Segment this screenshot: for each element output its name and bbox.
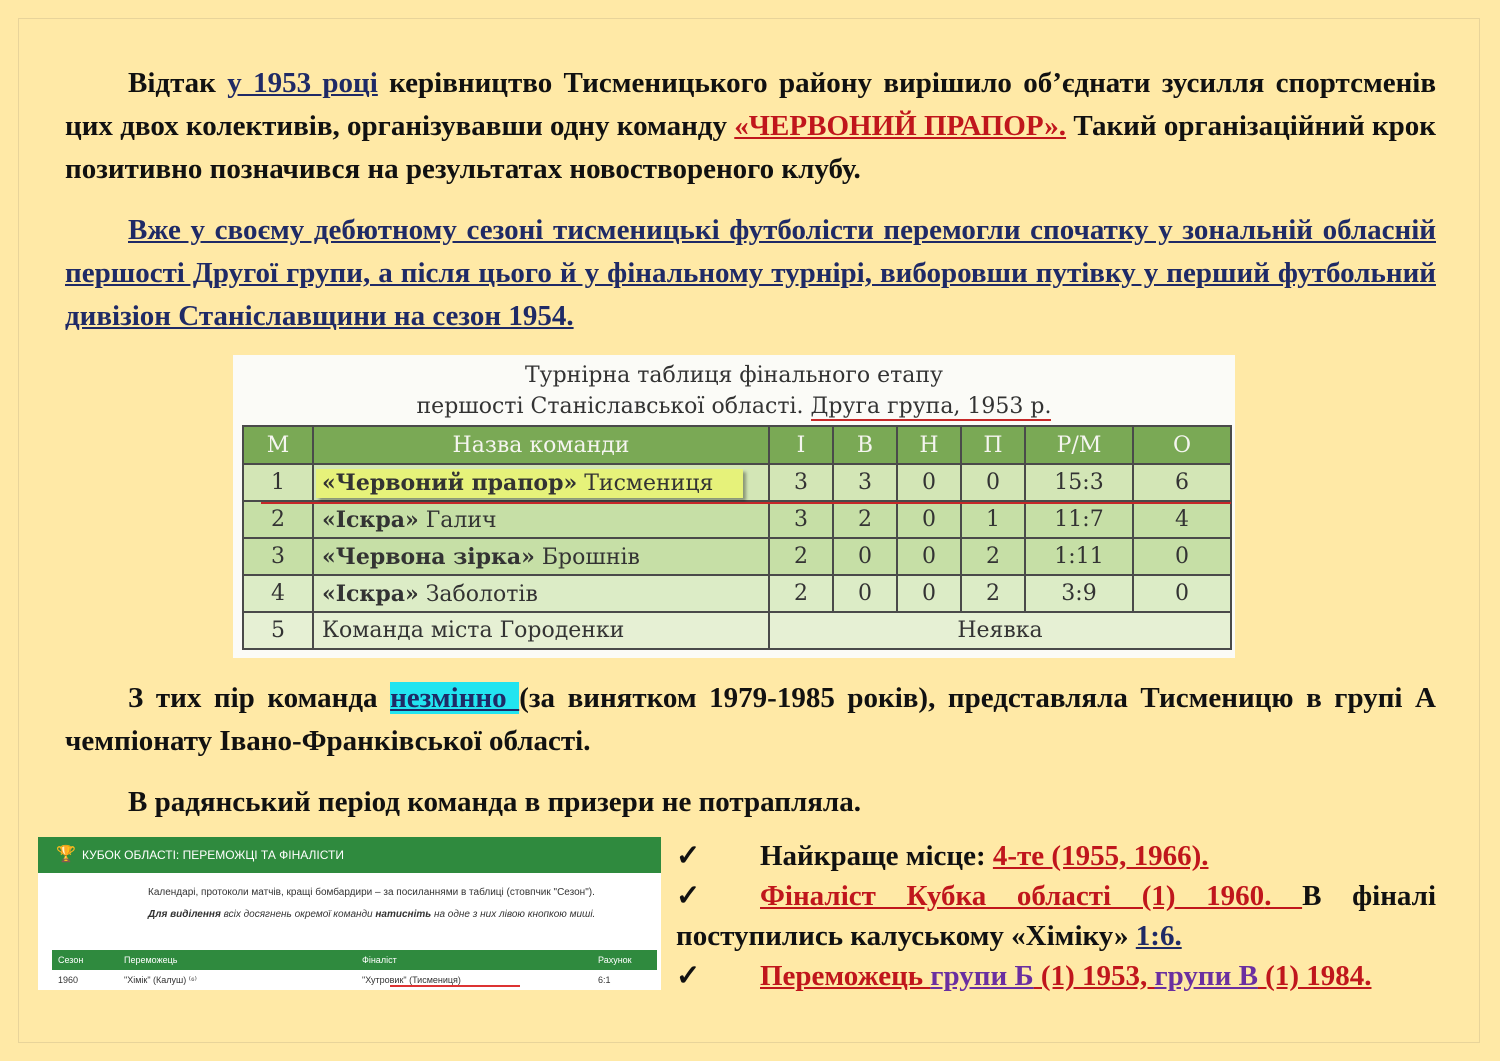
text: З тих пір команда [128, 682, 391, 714]
cell-points: 0 [1133, 538, 1231, 575]
table-row [243, 501, 1231, 538]
paragraph-merger [65, 62, 1436, 191]
cell-score: 6:1 [598, 975, 611, 985]
text: (1) 1984. [1257, 960, 1372, 992]
cell-goals: 15:3 [1025, 464, 1133, 501]
check-icon: ✓ [676, 960, 701, 992]
standings-table [242, 425, 1232, 650]
cell-goals: 1:11 [1025, 538, 1133, 575]
cup-finalist-link[interactable]: Фіналіст Кубка області (1) 1960 [760, 880, 1265, 912]
winner-link[interactable]: Переможець [760, 960, 931, 992]
highlighted-team [316, 469, 743, 498]
year-link[interactable]: у 1953 році [227, 67, 378, 99]
text: Найкраще місце: [760, 840, 993, 872]
list-item [676, 876, 1436, 956]
col-finalist: Фіналіст [362, 955, 397, 965]
cell-winner: "Хімік" (Калуш) ⁽⁶⁾ [124, 975, 197, 985]
text: (за винятком 1979-1985 років), представляла Тисменицю в групі А чемпіонату Івано-Франківської області. [65, 682, 1436, 757]
team-bold: «Червоний прапор» [322, 469, 578, 496]
cell-team [313, 501, 769, 538]
cell-pos: 3 [243, 538, 313, 575]
team-city: Галич [418, 507, 497, 533]
text: В фіналі поступились калуському «Хіміку» [676, 880, 1436, 952]
team-bold: «Іскра» [322, 580, 419, 607]
cell-points: 6 [1133, 464, 1231, 501]
cell-team [313, 538, 769, 575]
cell-points: 4 [1133, 501, 1231, 538]
cup-table-row[interactable] [52, 971, 657, 989]
text: керівництво Тисменицького району вирішило об’єднати зусилля спортсменів цих двох колективів, організувавши одну команду [65, 67, 1436, 142]
group-v-link[interactable]: групи В [1154, 960, 1258, 992]
highlighted-word[interactable]: незмінно [390, 682, 520, 714]
table-row [243, 575, 1231, 612]
cell-points: 0 [1133, 575, 1231, 612]
standings-subtitle [233, 392, 1235, 422]
achievements-list [676, 836, 1436, 996]
team-bold: «Іскра» [322, 506, 419, 533]
cell-drawn: 0 [897, 464, 961, 501]
team-city: Заболотів [418, 581, 538, 607]
team-city: Брошнів [534, 544, 640, 570]
standings-header-row [243, 426, 1231, 464]
list-item [676, 956, 1436, 996]
subtitle-part: першості Станіславської області. [416, 394, 811, 419]
cell-played: 2 [769, 538, 833, 575]
cell-played: 3 [769, 501, 833, 538]
score-link[interactable]: 1:6. [1135, 920, 1182, 952]
cell-played: 2 [769, 575, 833, 612]
cup-table-header [52, 950, 657, 970]
red-underline [261, 502, 1231, 504]
cell-pos: 1 [243, 464, 313, 501]
paragraph-debut-season[interactable]: Вже у своєму дебютному сезоні тисменицькі футболісти перемогли спочатку у зональній обласній першості Другої групи, а після цього й у фінальному турнірі, виборовши путівку у перший футбольний дивізіон Станіславщини на сезон 1954. [65, 214, 1436, 332]
cup-info-line: Календарі, протоколи матчів, кращі бомбардири – за посиланнями в таблиці (стовпчик "Сезон"). [148, 887, 595, 898]
text: . [1264, 880, 1303, 912]
cell-goals: 3:9 [1025, 575, 1133, 612]
cell-drawn: 0 [897, 501, 961, 538]
list-item [676, 836, 1436, 876]
cell-won: 0 [833, 575, 897, 612]
cell-goals: 11:7 [1025, 501, 1133, 538]
text: на одне з них лівою кнопкою миші. [431, 909, 596, 920]
col-won: В [833, 426, 897, 464]
cell-season: 1960 [58, 975, 79, 985]
cell-drawn: 0 [897, 575, 961, 612]
trophy-icon: 🏆 [56, 846, 76, 863]
col-team: Назва команди [313, 426, 769, 464]
col-drawn: Н [897, 426, 961, 464]
cell-drawn: 0 [897, 538, 961, 575]
red-underline [390, 985, 520, 987]
text: всіх досягнень окремої команди [220, 909, 376, 920]
cell-lost: 1 [961, 501, 1025, 538]
cell-pos: 4 [243, 575, 313, 612]
group-b-link[interactable]: групи Б [930, 960, 1034, 992]
cell-no-show: Неявка [769, 612, 1231, 649]
cell-pos: 2 [243, 501, 313, 538]
text: Відтак [128, 67, 228, 99]
cup-image [38, 837, 661, 990]
cup-header-text: КУБОК ОБЛАСТІ: ПЕРЕМОЖЦІ ТА ФІНАЛІСТИ [82, 848, 344, 862]
col-lost: П [961, 426, 1025, 464]
table-row [243, 464, 1231, 501]
cell-lost: 2 [961, 575, 1025, 612]
cell-team [313, 464, 769, 501]
text: натисніть [375, 909, 432, 920]
table-row [243, 538, 1231, 575]
cell-lost: 2 [961, 538, 1025, 575]
team-bold: «Червона зірка» [322, 543, 535, 570]
col-pos: М [243, 426, 313, 464]
col-season: Сезон [58, 955, 84, 965]
text: Для виділення [148, 909, 221, 920]
cell-won: 0 [833, 538, 897, 575]
team-name-link[interactable]: «ЧЕРВОНИЙ ПРАПОР». [734, 110, 1067, 142]
col-winner: Переможець [124, 955, 178, 965]
col-goals: Р/М [1025, 426, 1133, 464]
paragraph-group-a [65, 677, 1436, 763]
paragraph-soviet-period: В радянський період команда в призери не потрапляла. [128, 786, 861, 818]
cell-team [313, 575, 769, 612]
standings-title: Турнірна таблиця фінального етапу [524, 363, 944, 388]
cell-played: 3 [769, 464, 833, 501]
col-played: І [769, 426, 833, 464]
table-row [243, 612, 1231, 649]
check-icon: ✓ [676, 880, 701, 912]
cell-finalist: "Хутровик" (Тисмениця) [362, 975, 461, 985]
col-points: О [1133, 426, 1231, 464]
team-city: Тисмениця [577, 470, 714, 496]
best-place-link[interactable]: 4-те (1955, 1966). [992, 840, 1209, 872]
standings-image [233, 355, 1235, 658]
cell-won: 3 [833, 464, 897, 501]
cell-team: Команда міста Городенки [313, 612, 769, 649]
text: (1) 1953, [1033, 960, 1155, 992]
text: Такий організаційний крок позитивно позначився на результатах новоствореного клубу. [65, 110, 1436, 185]
check-icon: ✓ [676, 840, 701, 872]
cup-header [38, 837, 661, 873]
cup-info-line [148, 909, 595, 920]
subtitle-group: Друга група, 1953 р. [810, 394, 1052, 419]
cell-won: 2 [833, 501, 897, 538]
cell-pos: 5 [243, 612, 313, 649]
cell-lost: 0 [961, 464, 1025, 501]
col-score: Рахунок [598, 955, 632, 965]
